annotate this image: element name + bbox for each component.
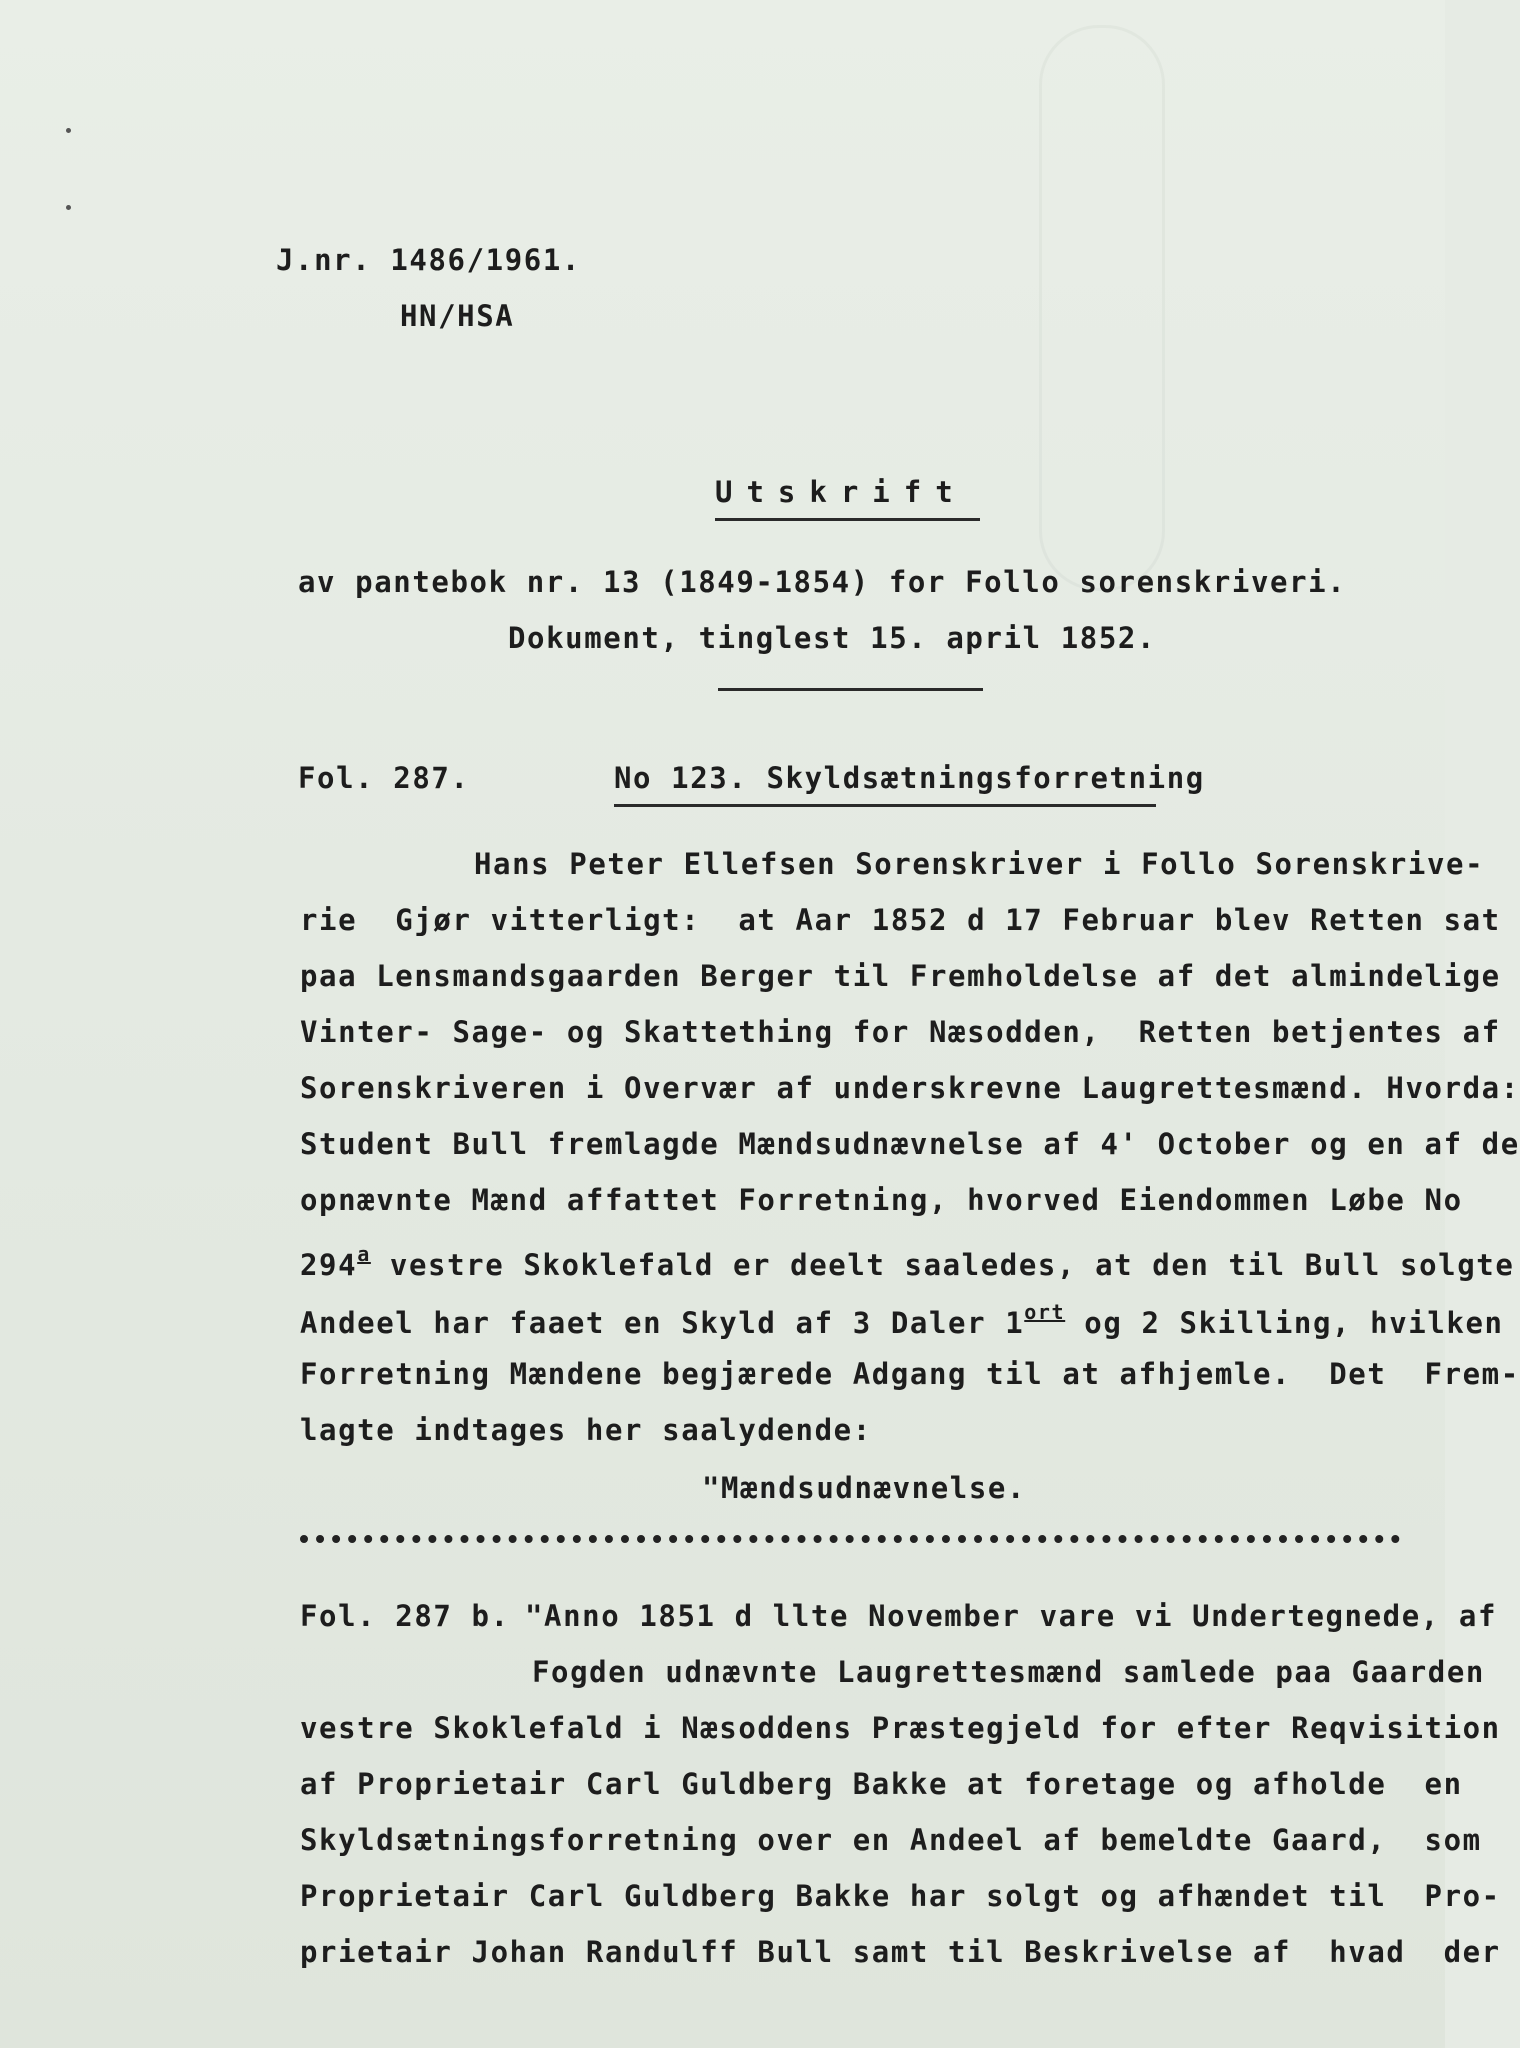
folio-label: Fol. 287. [298,761,470,795]
initials: HN/HSA [400,299,515,333]
lot-superscript: a [357,1242,371,1266]
quoted-heading: "Mændsudnævnelse. [702,1471,1027,1505]
body-line-text: vestre Skoklefald er deelt saaledes, at den til Bull solgte [370,1248,1515,1282]
document-heading: Utskrift [715,475,967,509]
body-line: Vinter- Sage- og Skattething for Næsodden, Retten betjentes af [300,1015,1501,1049]
body-line [300,1244,1514,1280]
body-line [300,1302,1504,1338]
document-subtitle: av pantebok nr. 13 (1849-1854) for Follo sorenskriveri. [298,565,1347,599]
entry-title-underline [614,804,1156,807]
body-line: Hans Peter Ellefsen Sorenskriver i Follo Sorenskrive- [474,847,1485,881]
folio-label-2: Fol. 287 b. [300,1599,510,1633]
entry-title: No 123. Skyldsætningsforretning [614,761,1205,795]
lot-number: 294 [300,1248,358,1282]
body-line-text: og 2 Skilling, hvilken [1065,1306,1504,1340]
body-line: af Proprietair Carl Guldberg Bakke at foretage og afholde en [300,1767,1463,1801]
body-line: Proprietair Carl Guldberg Bakke har solgt og afhændet til Pro- [300,1879,1501,1913]
margin-mark [66,205,71,210]
body-line: Fogden udnævnte Laugrettesmænd samlede paa Gaarden [532,1655,1485,1689]
body-line-text: Andeel har faaet en Skyld af 3 Daler 1 [300,1306,1025,1340]
document-tinglest-line: Dokument, tinglest 15. april 1852. [508,621,1157,655]
body-line: rie Gjør vitterligt: at Aar 1852 d 17 Februar blev Retten sat [300,903,1501,937]
ort-superscript: ort [1024,1300,1066,1324]
body-line: paa Lensmandsgaarden Berger til Fremholdelse af det almindelige [300,959,1501,993]
journal-number: J.nr. 1486/1961. [276,243,581,277]
body-line: lagte indtages her saalydende: [300,1413,872,1447]
body-line: Student Bull fremlagde Mændsudnævnelse af 4' October og en af de [300,1127,1520,1161]
body-line: "Anno 1851 d llte November vare vi Undertegnede, af [525,1599,1498,1633]
body-line: Sorenskriveren i Overvær af underskrevne Laugrettesmænd. Hvorda: [300,1071,1520,1105]
separator-rule [718,688,983,691]
body-line: Skyldsætningsforretning over en Andeel af bemeldte Gaard, som [300,1823,1482,1857]
body-line: Forretning Mændene begjærede Adgang til at afhjemle. Det Frem- [300,1357,1520,1391]
heading-underline [715,518,980,521]
faded-stamp-mark [1039,25,1165,591]
margin-mark [66,128,71,133]
dotted-separator [300,1535,1400,1543]
body-line: opnævnte Mænd affattet Forretning, hvorved Eiendommen Løbe No [300,1183,1463,1217]
body-line: prietair Johan Randulff Bull samt til Beskrivelse af hvad der [300,1935,1501,1969]
body-line: vestre Skoklefald i Næsoddens Præstegjeld for efter Reqvisition [300,1711,1501,1745]
